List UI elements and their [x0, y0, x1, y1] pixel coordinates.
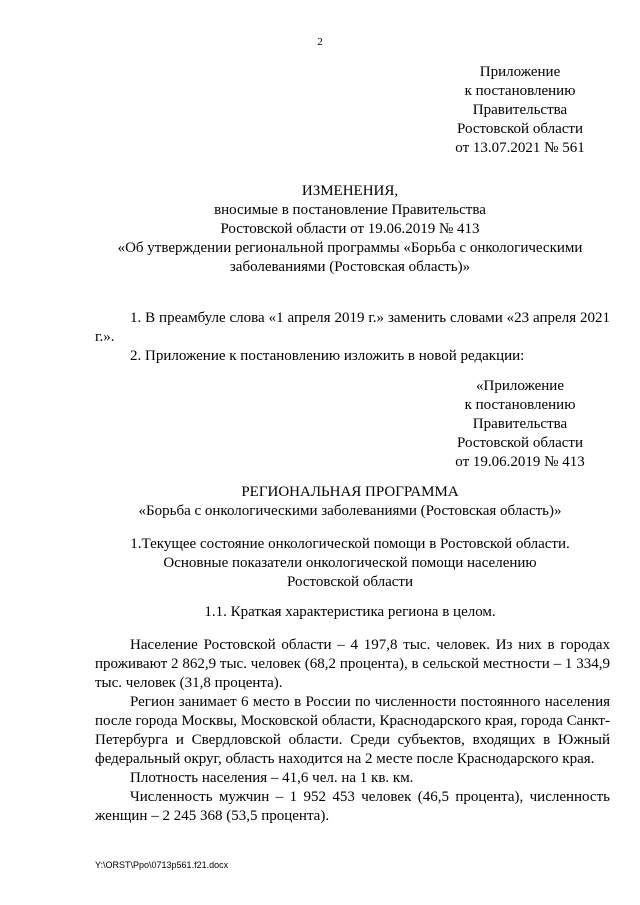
- appendix-line: к постановлению: [464, 83, 576, 99]
- body-paragraph: Плотность населения – 41,6 чел. на 1 кв. км.: [130, 770, 414, 786]
- appendix-line: к постановлению: [464, 397, 576, 413]
- changes-line: заболеваниями (Ростовская область)»: [229, 259, 471, 275]
- section-1-1-heading: 1.1. Краткая характеристика региона в целом.: [204, 604, 496, 620]
- changes-line: Ростовской области от 19.06.2019 № 413: [220, 221, 480, 237]
- appendix-line: Ростовской области: [457, 435, 583, 451]
- changes-heading: [60, 182, 640, 277]
- appendix-line: Ростовской области: [457, 121, 583, 137]
- section-line: 1.Текущее состояние онкологической помощи в Ростовской области.: [130, 536, 570, 552]
- changes-title: ИЗМЕНЕНИЯ,: [301, 183, 399, 199]
- program-heading: [60, 483, 640, 521]
- program-title: РЕГИОНАЛЬНАЯ ПРОГРАММА: [241, 484, 459, 500]
- body-paragraph: Население Ростовской области – 4 197,8 тыс. человек. Из них в городах проживают 2 862,9 тыс. человек (68,2 процента), в сельской местности – 1 334,9 тыс. человек (31,8 процента).: [95, 637, 610, 691]
- changes-line: вносимые в постановление Правительства: [214, 202, 486, 218]
- appendix-block-top: [430, 63, 610, 158]
- appendix-line: Правительства: [472, 416, 568, 432]
- appendix-block-inner: [430, 377, 610, 472]
- body-paragraph: Регион занимает 6 место в России по численности постоянного населения после города Москвы, Московской области, Краснодарского края, города Санкт-Петербурга и Свердловской области. Среди субъектов, входящих в Южный федеральный округ, область находится на 2 месте после Краснодарского края.: [95, 694, 610, 767]
- program-subtitle: «Борьба с онкологическими заболеваниями (Ростовская область)»: [138, 503, 562, 519]
- section-line: Основные показатели онкологической помощи населению: [163, 555, 537, 571]
- page-number: 2: [317, 36, 323, 48]
- appendix-line: от 13.07.2021 № 561: [455, 140, 585, 156]
- section-1-heading: [60, 535, 640, 592]
- item-1: 1. В преамбуле слова «1 апреля 2019 г.» заменить словами «23 апреля 2021 г.».: [95, 310, 610, 345]
- appendix-line: Приложение: [479, 64, 561, 80]
- appendix-line: «Приложение: [475, 378, 564, 394]
- file-path-footer: Y:\ORST\Ppo\0713p561.f21.docx: [95, 860, 229, 870]
- appendix-line: Правительства: [472, 102, 568, 118]
- section-line: Ростовской области: [287, 574, 413, 590]
- appendix-line: от 19.06.2019 № 413: [455, 454, 585, 470]
- changes-line: «Об утверждении региональной программы «Борьба с онкологическими: [117, 240, 583, 256]
- item-2: 2. Приложение к постановлению изложить в новой редакции:: [130, 348, 525, 364]
- body-paragraph: Численность мужчин – 1 952 453 человек (46,5 процента), численность женщин – 2 245 368 (53,5 процента).: [95, 789, 610, 824]
